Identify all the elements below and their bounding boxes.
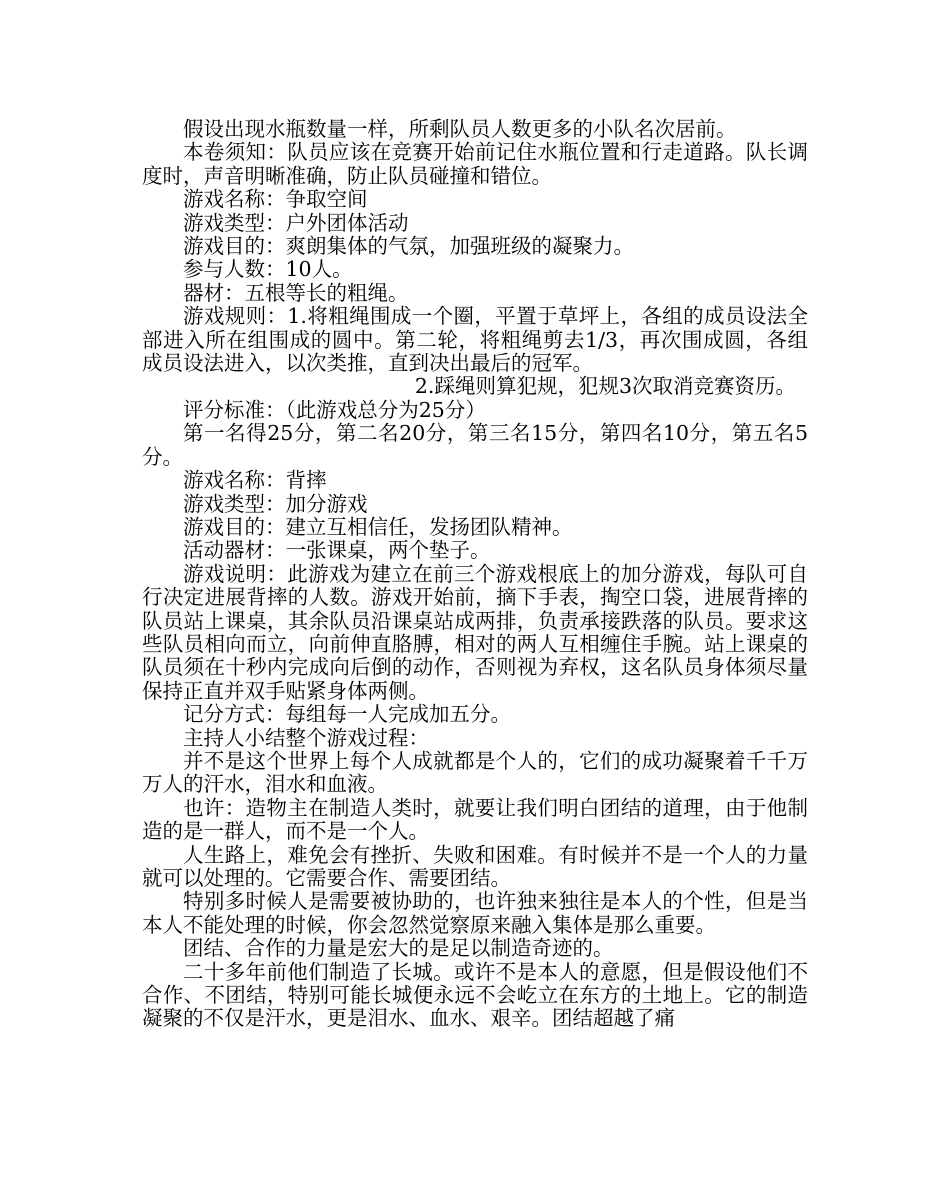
paragraph-game-name-space: 游戏名称：争取空间 [183, 187, 368, 212]
paragraph-summary-1: 并不是这个世界上每个人成就都是个人的，它们的成功凝聚着千千万万人的汗水，泪水和血液。 [142, 748, 808, 797]
paragraph-game-name-trust-fall: 游戏名称：背摔 [183, 468, 327, 493]
paragraph-rule-foul: 2.踩绳则算犯规，犯规3次取消竞赛资历。 [414, 374, 796, 399]
paragraph-game-type-bonus: 游戏类型：加分游戏 [183, 491, 368, 516]
paragraph-participants: 参与人数：10人。 [183, 257, 353, 282]
paragraph-scoring-method: 记分方式：每组每一人完成加五分。 [183, 702, 511, 727]
paragraph-notes: 本卷须知：队员应该在竞赛开始前记住水瓶位置和行走道路。队长调度时，声音明晰准确，防止队员碰撞和错位。 [142, 140, 808, 188]
paragraph-ranking-points: 第一名得25分，第二名20分，第三名15分，第四名10分，第五名5分。 [142, 421, 808, 469]
paragraph-summary-6: 二十多年前他们制造了长城。或许不是本人的意愿，但是假设他们不合作、不团结，特别可能长城便永远不会屹立在东方的土地上。它的制造凝聚的不仅是汗水，更是泪水、血水、艰辛。团结超越了痛 [142, 959, 808, 1031]
paragraph-game-purpose-trust: 游戏目的：建立互相信任，发扬团队精神。 [183, 514, 573, 539]
paragraph-summary-3: 人生路上，难免会有挫折、失败和困难。有时候并不是一个人的力量就可以处理的。它需要合作、需要团结。 [142, 842, 808, 890]
paragraph-game-purpose-space: 游戏目的：爽朗集体的气氛，加强班级的凝聚力。 [183, 234, 634, 259]
paragraph-bottle-tiebreak: 假设出现水瓶数量一样，所剩队员人数更多的小队名次居前。 [183, 117, 737, 141]
paragraph-summary-4: 特别多时候人是需要被协助的，也许独来独往是本人的个性，但是当本人不能处理的时候，你会忽然觉察原来融入集体是那么重要。 [142, 889, 808, 937]
paragraph-host-summary: 主持人小结整个游戏过程： [183, 725, 429, 750]
paragraph-scoring-standard: 评分标准：（此游戏总分为25分） [183, 397, 486, 422]
paragraph-game-description: 游戏说明：此游戏为建立在前三个游戏根底上的加分游戏，每队可自行决定进展背摔的人数。游戏开始前，摘下手表，掏空口袋，进展背摔的队员站上课桌，其余队员沿课桌站成两排，负责承接跌落的队员。要求这些队员相向而立，向前伸直胳膊，相对的两人互相缠住手腕。站上课桌的队员须在十秒内完成向后倒的动作，否则视为弃权，这名队员身体须尽量保持正直并双手贴紧身体两侧。 [142, 561, 808, 703]
paragraph-summary-5: 团结、合作的力量是宏大的是足以制造奇迹的。 [183, 936, 614, 961]
paragraph-summary-2: 也许：造物主在制造人类时，就要让我们明白团结的道理，由于他制造的是一群人，而不是一个人。 [142, 795, 808, 844]
paragraph-game-rules: 游戏规则：1.将粗绳围成一个圈，平置于草坪上，各组的成员设法全部进入所在组围成的圆中。第二轮，将粗绳剪去1/3，再次围成圆，各组成员设法进入，以次类推，直到决出最后的冠军。 [142, 304, 808, 376]
paragraph-equipment-ropes: 器材：五根等长的粗绳。 [183, 280, 409, 305]
paragraph-game-type-outdoor: 游戏类型：户外团体活动 [183, 210, 409, 235]
document-body [142, 118, 808, 1031]
paragraph-activity-equipment: 活动器材：一张课桌，两个垫子。 [183, 538, 491, 563]
